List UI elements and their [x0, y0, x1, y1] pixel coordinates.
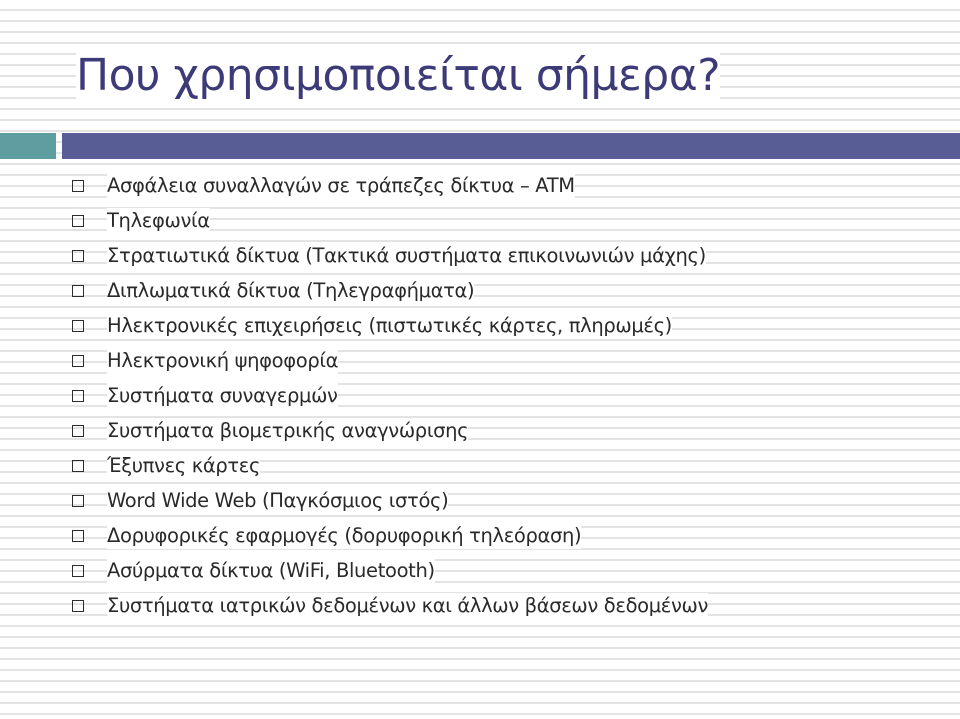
bullet-item — [72, 343, 708, 378]
bullet-item — [72, 588, 708, 623]
bullet-text: Διπλωματικά δίκτυα (Τηλεγραφήματα) — [107, 278, 475, 302]
bullet-text: Ηλεκτρονικές επιχειρήσεις (πιστωτικές κάρτες, πληρωμές) — [107, 313, 672, 337]
bullet-item — [72, 448, 708, 483]
bullet-text: Ηλεκτρονική ψηφοφορία — [107, 348, 339, 372]
bullet-item — [72, 168, 708, 203]
square-bullet-icon — [72, 600, 84, 612]
square-bullet-icon — [72, 250, 84, 262]
square-bullet-icon — [72, 285, 84, 297]
bullet-item — [72, 413, 708, 448]
accent-bar — [62, 133, 960, 159]
square-bullet-icon — [72, 530, 84, 542]
bullet-item — [72, 308, 708, 343]
bullet-text: Δορυφορικές εφαρμογές (δορυφορική τηλεόραση) — [107, 523, 582, 547]
bullet-item — [72, 378, 708, 413]
square-bullet-icon — [72, 320, 84, 332]
square-bullet-icon — [72, 355, 84, 367]
square-bullet-icon — [72, 495, 84, 507]
square-bullet-icon — [72, 565, 84, 577]
bullet-item — [72, 553, 708, 588]
bullet-item — [72, 483, 708, 518]
bullet-text: Τηλεφωνία — [107, 208, 210, 232]
bullet-text: Έξυπνες κάρτες — [107, 453, 261, 477]
square-bullet-icon — [72, 215, 84, 227]
square-bullet-icon — [72, 425, 84, 437]
square-bullet-icon — [72, 390, 84, 402]
bullet-text: Στρατιωτικά δίκτυα (Τακτικά συστήματα επικοινωνιών μάχης) — [107, 243, 706, 267]
bullet-text: Word Wide Web (Παγκόσμιος ιστός) — [107, 488, 449, 512]
accent-square — [0, 133, 56, 159]
bullet-item — [72, 238, 708, 273]
square-bullet-icon — [72, 460, 84, 472]
bullet-item — [72, 203, 708, 238]
square-bullet-icon — [72, 180, 84, 192]
bullet-text: Ασύρματα δίκτυα (WiFi, Bluetooth) — [107, 558, 435, 582]
bullet-text: Συστήματα ιατρικών δεδομένων και άλλων βάσεων δεδομένων — [107, 593, 709, 617]
bullet-text: Συστήματα συναγερμών — [107, 383, 338, 407]
bullet-item — [72, 273, 708, 308]
bullet-text: Ασφάλεια συναλλαγών σε τράπεζες δίκτυα – ATM — [107, 173, 575, 197]
bullet-item — [72, 518, 708, 553]
bullet-list — [72, 168, 708, 623]
bullet-text: Συστήματα βιομετρικής αναγνώρισης — [107, 418, 469, 442]
slide-title: Που χρησιμοποιείται σήμερα? — [76, 46, 720, 106]
